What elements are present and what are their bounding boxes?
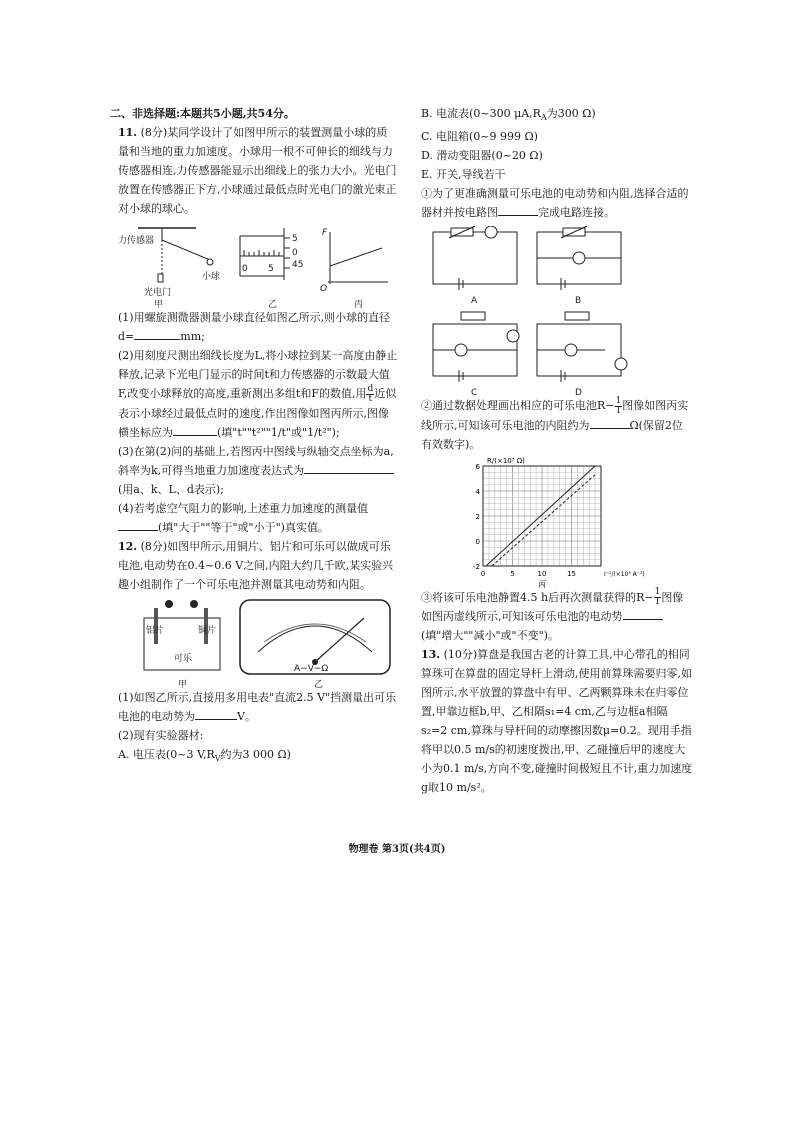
tick-0: 0 xyxy=(242,264,248,274)
blank-emf[interactable] xyxy=(195,707,237,720)
circuit-label-C: C xyxy=(471,388,478,399)
q11-part1: (1)用螺旋测微器测量小球直径如图乙所示,则小球的直径 d= mm; xyxy=(118,311,391,343)
label-ball: 小球 xyxy=(202,272,221,282)
q12-step3: ③将该可乐电池静置4.5 h后再次测量获得的R− $\frac{1}{I}$ 图像如图丙虚线所示,可知该可乐电池的电动势(填"增大""减小"或"不变")。 xyxy=(421,587,684,643)
label-gate: 光电门 xyxy=(144,288,172,298)
label-O: O xyxy=(320,284,328,294)
chart-caption: 丙 xyxy=(538,579,546,588)
q11-number: 11. xyxy=(118,126,138,139)
label-meter: A−V−Ω xyxy=(294,663,329,674)
section-header: 二、非选择题:本题共5小题,共54分。 xyxy=(110,107,295,120)
q12-intro: 12. (8分)如图甲所示,用铜片、铝片和可乐可以做成可乐电池,电动势在0.4~0.6 V之间,内阻大约几千欧,某实验兴趣小组制作了一个可乐电池并测量其电动势和内阻。 xyxy=(118,539,394,591)
right-column xyxy=(421,104,693,797)
circuit-diagrams xyxy=(421,226,693,399)
x-tick-label: 0 xyxy=(480,569,486,578)
q11-part3: (3)在第(2)问的基础上,若图丙中图线与纵轴交点坐标为a,斜率为k,可得当地重力加速度表达式为(用a、k、L、d表示); xyxy=(118,444,394,496)
y-tick-label: 6 xyxy=(475,462,480,471)
q12-step2: ②通过数据处理画出相应的可乐电池R− $\frac{1}{I}$ 图像如图丙实线所示,可知该可乐电池的内阻约为 Ω(保留2位有效数字)。 xyxy=(421,395,689,451)
q12-item-A: A. 电压表(0~3 $V,R_V$约为3 000 Ω) xyxy=(118,747,291,763)
label-cola: 可乐 xyxy=(174,653,193,664)
blank-circuit[interactable] xyxy=(498,203,538,216)
series-dashed-line xyxy=(492,474,595,565)
frac-d-over-t: $\frac{d}{t}$ xyxy=(367,383,374,404)
x-tick-label: 15 xyxy=(567,569,576,578)
blank-g[interactable] xyxy=(304,461,394,474)
y-axis-label: R/(×10³ Ω) xyxy=(487,456,525,465)
label-yi2: 乙 xyxy=(314,679,324,690)
label-F: F xyxy=(322,228,328,238)
tick-45: 45 xyxy=(292,260,304,270)
y-tick-label: 4 xyxy=(475,487,480,496)
q11-part2: (2)用刻度尺测出细线长度为L,将小球拉到某一高度由静止释放,记录下光电门显示的时间t和力传感器的示数最大值F,改变小球释放的高度,重新测出多组t和F的数值,用 $\frac{d}{t}$ 近似表示小球经过最低点时的速度,作出图像如图丙所示,图像横坐标应为 (填"t""t²""1/t"或"1/t²"); xyxy=(118,349,398,439)
q11-text: (8分)某同学设计了如图甲所示的装置测量小球的质量和当地的重力加速度。小球用一根不可伸长的细线与力传感器相连,力传感器能显示出细线上的张力大小。光电门放置在传感器正下方,小球通过最低点时光电门的激光束正对小球的球心。 xyxy=(118,126,397,215)
label-sensor: 力传感器 xyxy=(118,236,155,246)
circuits-svg xyxy=(421,226,693,396)
blank-compare[interactable] xyxy=(118,518,158,531)
q12-item-D: D. 滑动变阻器(0~20 Ω) xyxy=(421,149,543,163)
tick-0b: 0 xyxy=(292,248,298,258)
q12-figures xyxy=(118,596,398,688)
label-al: 铝片 xyxy=(146,625,165,636)
q12-item-B: B. 电流表(0~300 $\mu A,R_A$为300 Ω) xyxy=(421,107,596,123)
x-axis-label: I⁻¹/(×10³ A⁻¹) xyxy=(604,570,645,578)
q12-part2: (2)现有实验器材: xyxy=(118,728,204,742)
q12-item-E: E. 开关,导线若干 xyxy=(421,168,506,182)
frac-1-over-I: $\frac{1}{I}$ xyxy=(615,395,622,416)
label-jia2: 甲 xyxy=(178,679,188,690)
blank-trend[interactable] xyxy=(623,607,663,620)
page-footer: 物理卷 第3页(共4页) xyxy=(348,844,446,855)
tick-5b: 5 xyxy=(292,234,298,244)
circuit-label-D: D xyxy=(575,388,582,399)
y-tick-label: 0 xyxy=(475,537,480,546)
q13-text: 13. (10分)算盘是我国古老的计算工具,中心带孔的相同算珠可在算盘的固定导杆上滑动,使用前算珠需要归零,如图所示,水平放置的算盘中有甲、乙两颗算珠未在归零位置,甲靠边框b,甲、乙相隔s₁=4 cm,乙与边框a相隔s₂=2 cm,算珠与导杆间的动摩擦因数μ=0.2。现用手指将甲以0.5 m/s的初速度拨出,甲、乙碰撞后甲的速度大小为0.1 m/s,方向不变,碰撞时间极短且不计,重力加速度g取10 m/s²。 xyxy=(421,648,693,795)
circuit-label-A: A xyxy=(471,296,478,307)
y-tick-label: -2 xyxy=(473,562,480,571)
y-tick-label: 2 xyxy=(475,512,480,521)
x-tick-label: 10 xyxy=(537,569,547,578)
q12-part1: (1)如图乙所示,直接用多用电表"直流2.5 V"挡测量出可乐电池的电动势为 V。 xyxy=(118,690,397,723)
left-column xyxy=(110,104,398,768)
q12-step1: ①为了更准确测量可乐电池的电动势和内阻,选择合适的器材并按电路图 完成电路连接。 xyxy=(421,187,689,220)
q11-intro xyxy=(118,123,398,218)
circuit-label-B: B xyxy=(575,296,582,307)
blank-axis[interactable] xyxy=(173,423,217,436)
q11-part4: (4)若考虑空气阻力的影响,上述重力加速度的测量值(填"大于""等于"或"小于")真实值。 xyxy=(118,501,369,534)
q12-fig-svg xyxy=(118,596,398,688)
q11-figures xyxy=(118,222,398,308)
label-bing: 丙 xyxy=(354,300,364,310)
q12-item-C: C. 电阻箱(0~9 999 Ω) xyxy=(421,130,538,144)
label-cu: 铜片 xyxy=(198,625,217,636)
label-yi: 乙 xyxy=(268,300,278,310)
chart-bing xyxy=(421,454,693,588)
x-tick-label: 5 xyxy=(510,569,515,578)
tick-5a: 5 xyxy=(268,264,274,274)
blank-r[interactable] xyxy=(590,416,630,429)
label-jia: 甲 xyxy=(154,300,164,310)
blank-d[interactable] xyxy=(134,327,180,340)
chart-svg xyxy=(421,454,693,588)
